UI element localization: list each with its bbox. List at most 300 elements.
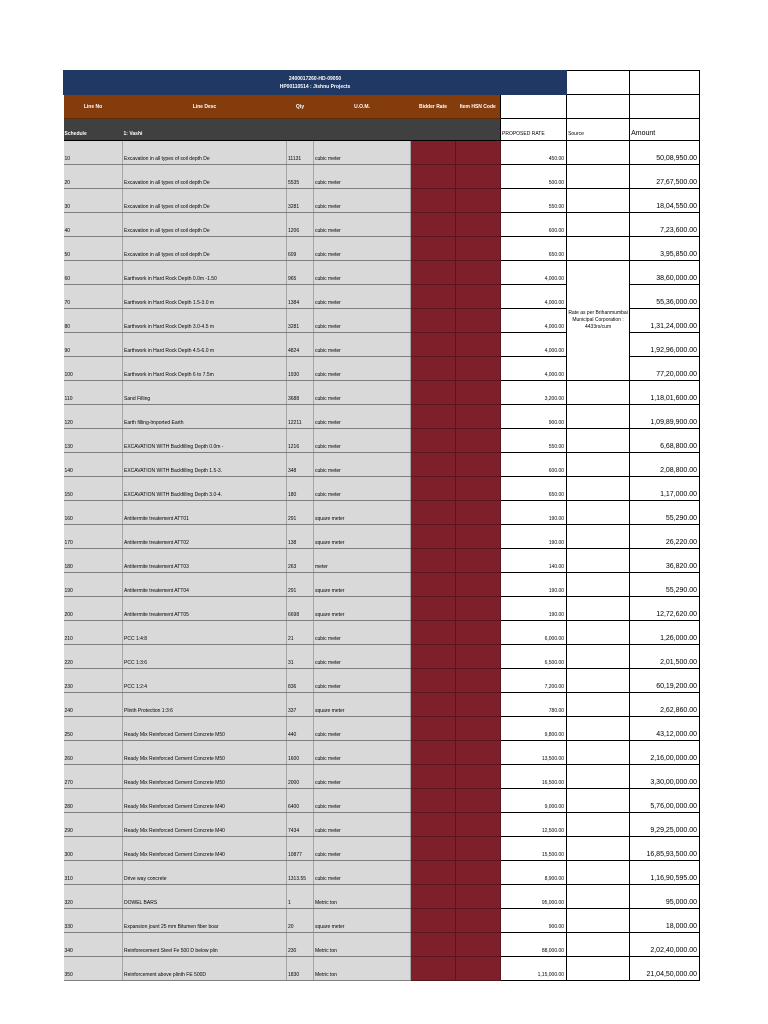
- uom-cell: Metric ton: [314, 957, 411, 981]
- item-hsn-code-cell: [456, 909, 501, 933]
- bidder-rate-cell: [411, 381, 456, 405]
- uom-cell: square meter: [314, 597, 411, 621]
- qty-cell: 836: [287, 669, 314, 693]
- item-hsn-code-cell: [456, 453, 501, 477]
- line-no-cell: 300: [64, 837, 123, 861]
- line-no-cell: 320: [64, 885, 123, 909]
- table-row: [64, 621, 700, 645]
- source-cell: [567, 813, 630, 837]
- line-desc-cell: Excavation in all types of soil depth De: [123, 237, 287, 261]
- item-hsn-code-cell: [456, 525, 501, 549]
- proposed-rate-cell: 900.00: [501, 405, 567, 429]
- line-desc-cell: Antitermite treatement ATT05: [123, 597, 287, 621]
- item-hsn-code-cell: [456, 213, 501, 237]
- table-row: [64, 693, 700, 717]
- proposed-rate-cell: 190.00: [501, 573, 567, 597]
- item-hsn-code-cell: [456, 861, 501, 885]
- bidder-rate-cell: [411, 645, 456, 669]
- bidder-rate-cell: [411, 813, 456, 837]
- proposed-rate-cell: 900.00: [501, 909, 567, 933]
- line-no-cell: 220: [64, 645, 123, 669]
- table-row: [64, 573, 700, 597]
- item-hsn-code-cell: [456, 165, 501, 189]
- bidder-rate-cell: [411, 189, 456, 213]
- uom-cell: cubic meter: [314, 453, 411, 477]
- proposed-rate-cell: 650.00: [501, 237, 567, 261]
- line-no-cell: 350: [64, 957, 123, 981]
- source-cell: [567, 165, 630, 189]
- amount-cell: 3,30,00,000.00: [630, 765, 700, 789]
- line-desc-cell: Reinforcement above plinth FE 500D: [123, 957, 287, 981]
- qty-cell: 1216: [287, 429, 314, 453]
- qty-cell: 31: [287, 645, 314, 669]
- table-row: [64, 813, 700, 837]
- qty-cell: 6698: [287, 597, 314, 621]
- uom-cell: cubic meter: [314, 165, 411, 189]
- line-desc-cell: Earth filling-Imported Earth: [123, 405, 287, 429]
- source-cell: [567, 381, 630, 405]
- bidder-rate-cell: [411, 429, 456, 453]
- item-hsn-code-cell: [456, 837, 501, 861]
- proposed-rate-cell: 4,000.00: [501, 333, 567, 357]
- source-cell: [567, 573, 630, 597]
- qty-cell: 263: [287, 549, 314, 573]
- line-desc-cell: Earthwork in Hard Rock Depth 1.5-3.0 m: [123, 285, 287, 309]
- line-no-cell: 170: [64, 525, 123, 549]
- schedule-label: Schedule: [64, 119, 123, 141]
- source-cell: [567, 141, 630, 165]
- schedule-name: 1: Vashi: [123, 119, 287, 141]
- line-no-cell: 290: [64, 813, 123, 837]
- blank-cell: [630, 95, 700, 119]
- amount-cell: 2,08,800.00: [630, 453, 700, 477]
- proposed-rate-cell: 780.00: [501, 693, 567, 717]
- table-row: [64, 525, 700, 549]
- proposed-rate-cell: 3,200.00: [501, 381, 567, 405]
- bidder-rate-cell: [411, 213, 456, 237]
- qty-cell: 1313.55: [287, 861, 314, 885]
- sheet-title: [64, 71, 567, 95]
- source-cell: [567, 885, 630, 909]
- proposed-rate-header: PROPOSED RATE: [501, 119, 567, 141]
- item-hsn-code-cell: [456, 645, 501, 669]
- line-desc-cell: EXCAVATION WITH Backfilling Depth 3.0-4.: [123, 477, 287, 501]
- qty-cell: 4824: [287, 333, 314, 357]
- proposed-rate-cell: 12,500.00: [501, 813, 567, 837]
- uom-cell: cubic meter: [314, 645, 411, 669]
- uom-cell: square meter: [314, 525, 411, 549]
- line-no-cell: 150: [64, 477, 123, 501]
- source-cell: [567, 933, 630, 957]
- qty-cell: 10877: [287, 837, 314, 861]
- source-cell: [567, 237, 630, 261]
- bidder-rate-cell: [411, 765, 456, 789]
- line-no-cell: 80: [64, 309, 123, 333]
- line-no-cell: 110: [64, 381, 123, 405]
- source-cell: [567, 693, 630, 717]
- line-desc-cell: Ready Mix Reinforced Cement Concrete M40: [123, 837, 287, 861]
- line-desc-cell: Antitermite treatement ATT03: [123, 549, 287, 573]
- amount-cell: 16,85,93,500.00: [630, 837, 700, 861]
- qty-cell: 1: [287, 885, 314, 909]
- qty-cell: 609: [287, 237, 314, 261]
- item-hsn-code-cell: [456, 501, 501, 525]
- amount-cell: 27,67,500.00: [630, 165, 700, 189]
- item-hsn-code-cell: [456, 141, 501, 165]
- column-header-row: [64, 95, 700, 119]
- source-cell: [567, 189, 630, 213]
- source-cell: [567, 909, 630, 933]
- qty-cell: 1930: [287, 357, 314, 381]
- source-cell: [567, 861, 630, 885]
- proposed-rate-cell: 500.00: [501, 165, 567, 189]
- proposed-rate-cell: 450.00: [501, 141, 567, 165]
- amount-cell: 18,000.00: [630, 909, 700, 933]
- line-no-cell: 140: [64, 453, 123, 477]
- bidder-rate-cell: [411, 693, 456, 717]
- line-no-cell: 40: [64, 213, 123, 237]
- uom-cell: cubic meter: [314, 837, 411, 861]
- line-desc-cell: Earthwork in Hard Rock Depth 3.0-4.5 m: [123, 309, 287, 333]
- amount-cell: 26,220.00: [630, 525, 700, 549]
- source-cell: [567, 405, 630, 429]
- source-note: Rate as per Brihanmumbai Municipal Corporation : 4433rs/cum: [567, 261, 630, 381]
- uom-cell: cubic meter: [314, 717, 411, 741]
- line-desc-cell: Sand Filling: [123, 381, 287, 405]
- line-no-cell: 50: [64, 237, 123, 261]
- table-row: [64, 405, 700, 429]
- blank-cell: [630, 71, 700, 95]
- item-hsn-code-cell: [456, 813, 501, 837]
- proposed-rate-cell: 190.00: [501, 597, 567, 621]
- bidder-rate-cell: [411, 333, 456, 357]
- table-row: [64, 597, 700, 621]
- line-desc-cell: Antitermite treatement ATT04: [123, 573, 287, 597]
- title-line-1: 2400017260-HD-09050: [288, 75, 342, 82]
- line-no-cell: 180: [64, 549, 123, 573]
- amount-cell: 95,000.00: [630, 885, 700, 909]
- uom-cell: cubic meter: [314, 309, 411, 333]
- qty-cell: 2000: [287, 765, 314, 789]
- bidder-rate-cell: [411, 477, 456, 501]
- uom-cell: cubic meter: [314, 357, 411, 381]
- source-cell: [567, 453, 630, 477]
- line-no-cell: 310: [64, 861, 123, 885]
- proposed-rate-cell: 600.00: [501, 213, 567, 237]
- uom-cell: cubic meter: [314, 765, 411, 789]
- amount-cell: 6,68,800.00: [630, 429, 700, 453]
- amount-cell: 36,820.00: [630, 549, 700, 573]
- line-no-cell: 340: [64, 933, 123, 957]
- line-desc-cell: Expansion jount 25 mm Bitumen fiber boar: [123, 909, 287, 933]
- line-desc-cell: Reinforecement Steel Fe 500 D below plin: [123, 933, 287, 957]
- source-cell: [567, 765, 630, 789]
- uom-cell: square meter: [314, 693, 411, 717]
- source-cell: [567, 429, 630, 453]
- amount-cell: 1,17,000.00: [630, 477, 700, 501]
- qty-cell: 180: [287, 477, 314, 501]
- table-row: [64, 453, 700, 477]
- bidder-rate-cell: [411, 525, 456, 549]
- table-row: [64, 669, 700, 693]
- table-row: [64, 213, 700, 237]
- item-hsn-code-cell: [456, 477, 501, 501]
- table-row: [64, 789, 700, 813]
- source-cell: [567, 645, 630, 669]
- line-no-cell: 30: [64, 189, 123, 213]
- bidder-rate-cell: [411, 621, 456, 645]
- source-cell: [567, 213, 630, 237]
- line-desc-cell: PCC 1:2:4: [123, 669, 287, 693]
- amount-cell: 1,18,01,600.00: [630, 381, 700, 405]
- source-cell: [567, 597, 630, 621]
- blank-cell: [567, 95, 630, 119]
- bidder-rate-cell: [411, 453, 456, 477]
- bidder-rate-cell: [411, 861, 456, 885]
- uom-cell: cubic meter: [314, 861, 411, 885]
- line-no-cell: 70: [64, 285, 123, 309]
- proposed-rate-cell: 190.00: [501, 525, 567, 549]
- item-hsn-code-cell: [456, 189, 501, 213]
- line-desc-cell: EXCAVATION WITH Backfilling Depth 1.5-3.: [123, 453, 287, 477]
- item-hsn-code-cell: [456, 573, 501, 597]
- uom-cell: cubic meter: [314, 333, 411, 357]
- proposed-rate-cell: 7,200.00: [501, 669, 567, 693]
- uom-cell: cubic meter: [314, 261, 411, 285]
- qty-cell: 3281: [287, 189, 314, 213]
- proposed-rate-cell: 6,500.00: [501, 645, 567, 669]
- bidder-rate-cell: [411, 789, 456, 813]
- item-hsn-code-cell: [456, 429, 501, 453]
- table-row: [64, 765, 700, 789]
- table-row: [64, 189, 700, 213]
- line-desc-cell: Ready Mix Reinforced Cement Concrete M50: [123, 765, 287, 789]
- proposed-rate-cell: 88,000.00: [501, 933, 567, 957]
- table-row: [64, 909, 700, 933]
- source-cell: [567, 621, 630, 645]
- item-hsn-code-cell: [456, 669, 501, 693]
- source-header: Source: [567, 119, 630, 141]
- qty-cell: 21: [287, 621, 314, 645]
- table-row: [64, 381, 700, 405]
- amount-cell: 1,92,96,000.00: [630, 333, 700, 357]
- qty-cell: 965: [287, 261, 314, 285]
- source-cell: [567, 549, 630, 573]
- uom-cell: cubic meter: [314, 621, 411, 645]
- item-hsn-code-cell: [456, 597, 501, 621]
- proposed-rate-cell: 140.00: [501, 549, 567, 573]
- bidder-rate-cell: [411, 261, 456, 285]
- line-no-cell: 90: [64, 333, 123, 357]
- uom-cell: cubic meter: [314, 141, 411, 165]
- uom-cell: cubic meter: [314, 669, 411, 693]
- uom-cell: square meter: [314, 909, 411, 933]
- qty-cell: 6400: [287, 789, 314, 813]
- item-hsn-code-cell: [456, 765, 501, 789]
- amount-cell: 38,60,000.00: [630, 261, 700, 285]
- amount-cell: 21,04,50,000.00: [630, 957, 700, 981]
- line-desc-cell: Drive way concrete: [123, 861, 287, 885]
- proposed-rate-cell: 190.00: [501, 501, 567, 525]
- bid-sheet: [63, 70, 699, 981]
- bid-table: [63, 70, 700, 981]
- line-no-cell: 230: [64, 669, 123, 693]
- amount-cell: 5,76,00,000.00: [630, 789, 700, 813]
- bidder-rate-cell: [411, 909, 456, 933]
- line-desc-cell: Excavation in all types of soil depth De: [123, 165, 287, 189]
- title-row: [64, 71, 700, 95]
- item-hsn-code-cell: [456, 309, 501, 333]
- line-desc-cell: Earthwork in Hard Rock Depth 0.0m -1.50: [123, 261, 287, 285]
- item-hsn-code-cell: [456, 549, 501, 573]
- bidder-rate-cell: [411, 357, 456, 381]
- bidder-rate-cell: [411, 309, 456, 333]
- line-desc-cell: Plinth Protection 1:3:6: [123, 693, 287, 717]
- bidder-rate-cell: [411, 933, 456, 957]
- qty-cell: 138: [287, 525, 314, 549]
- amount-cell: 1,09,89,900.00: [630, 405, 700, 429]
- qty-cell: 291: [287, 573, 314, 597]
- uom-cell: cubic meter: [314, 429, 411, 453]
- qty-cell: 1206: [287, 213, 314, 237]
- amount-cell: 77,20,000.00: [630, 357, 700, 381]
- line-no-cell: 240: [64, 693, 123, 717]
- table-row: [64, 429, 700, 453]
- title-line-2: HP00110514 : Jishnu Projects: [279, 83, 351, 90]
- bidder-rate-cell: [411, 141, 456, 165]
- line-no-cell: 270: [64, 765, 123, 789]
- source-cell: [567, 501, 630, 525]
- proposed-rate-cell: 16,500.00: [501, 765, 567, 789]
- proposed-rate-cell: 6,000.00: [501, 621, 567, 645]
- item-hsn-code-cell: [456, 789, 501, 813]
- proposed-rate-cell: 1,15,000.00: [501, 957, 567, 981]
- bidder-rate-cell: [411, 669, 456, 693]
- item-hsn-code-cell: [456, 717, 501, 741]
- qty-cell: 291: [287, 501, 314, 525]
- bidder-rate-cell: [411, 957, 456, 981]
- amount-cell: 55,36,000.00: [630, 285, 700, 309]
- uom-cell: cubic meter: [314, 285, 411, 309]
- blank-cell: [567, 71, 630, 95]
- line-no-cell: 20: [64, 165, 123, 189]
- item-hsn-code-cell: [456, 741, 501, 765]
- amount-cell: 1,26,000.00: [630, 621, 700, 645]
- source-cell: [567, 525, 630, 549]
- amount-cell: 12,72,620.00: [630, 597, 700, 621]
- item-hsn-code-cell: [456, 405, 501, 429]
- line-no-cell: 260: [64, 741, 123, 765]
- table-row: [64, 261, 700, 285]
- col-line-no: Line No: [64, 95, 123, 119]
- line-no-cell: 130: [64, 429, 123, 453]
- line-no-cell: 200: [64, 597, 123, 621]
- bidder-rate-cell: [411, 717, 456, 741]
- amount-cell: 3,95,850.00: [630, 237, 700, 261]
- item-hsn-code-cell: [456, 333, 501, 357]
- line-desc-cell: Excavation in all types of soil depth De: [123, 189, 287, 213]
- amount-cell: 18,04,550.00: [630, 189, 700, 213]
- item-hsn-code-cell: [456, 933, 501, 957]
- uom-cell: square meter: [314, 573, 411, 597]
- proposed-rate-cell: 4,000.00: [501, 261, 567, 285]
- table-row: [64, 957, 700, 981]
- amount-cell: 2,16,00,000.00: [630, 741, 700, 765]
- uom-cell: meter: [314, 549, 411, 573]
- line-no-cell: 330: [64, 909, 123, 933]
- qty-cell: 440: [287, 717, 314, 741]
- line-no-cell: 250: [64, 717, 123, 741]
- line-no-cell: 60: [64, 261, 123, 285]
- line-desc-cell: Antitermite treatement ATT01: [123, 501, 287, 525]
- amount-cell: 43,12,000.00: [630, 717, 700, 741]
- qty-cell: 7434: [287, 813, 314, 837]
- line-no-cell: 100: [64, 357, 123, 381]
- amount-cell: 60,19,200.00: [630, 669, 700, 693]
- table-row: [64, 717, 700, 741]
- qty-cell: 20: [287, 909, 314, 933]
- amount-header: Amount: [630, 119, 700, 141]
- source-cell: [567, 477, 630, 501]
- proposed-rate-cell: 4,000.00: [501, 357, 567, 381]
- line-no-cell: 190: [64, 573, 123, 597]
- qty-cell: 1830: [287, 957, 314, 981]
- proposed-rate-cell: 4,000.00: [501, 309, 567, 333]
- item-hsn-code-cell: [456, 357, 501, 381]
- uom-cell: cubic meter: [314, 405, 411, 429]
- bidder-rate-cell: [411, 405, 456, 429]
- item-hsn-code-cell: [456, 885, 501, 909]
- bidder-rate-cell: [411, 501, 456, 525]
- blank-cell: [501, 95, 567, 119]
- uom-cell: Metric ton: [314, 885, 411, 909]
- line-desc-cell: Ready Mix Reinforced Cement Concrete M40: [123, 813, 287, 837]
- qty-cell: 348: [287, 453, 314, 477]
- source-cell: [567, 741, 630, 765]
- item-hsn-code-cell: [456, 261, 501, 285]
- proposed-rate-cell: 13,500.00: [501, 741, 567, 765]
- proposed-rate-cell: 600.00: [501, 453, 567, 477]
- proposed-rate-cell: 95,000.00: [501, 885, 567, 909]
- uom-cell: cubic meter: [314, 381, 411, 405]
- line-desc-cell: Excavation in all types of soil depth De: [123, 213, 287, 237]
- qty-cell: 12211: [287, 405, 314, 429]
- item-hsn-code-cell: [456, 621, 501, 645]
- line-desc-cell: Excavation in all types of soil depth De: [123, 141, 287, 165]
- amount-cell: 55,290.00: [630, 573, 700, 597]
- qty-cell: 3688: [287, 381, 314, 405]
- schedule-row: [64, 119, 700, 141]
- col-qty: Qty: [287, 95, 314, 119]
- qty-cell: 230: [287, 933, 314, 957]
- uom-cell: cubic meter: [314, 477, 411, 501]
- source-cell: [567, 789, 630, 813]
- amount-cell: 9,29,25,000.00: [630, 813, 700, 837]
- line-desc-cell: DOWEL BARS: [123, 885, 287, 909]
- uom-cell: square meter: [314, 501, 411, 525]
- line-desc-cell: Earthwork in Hard Rock Depth 4.5-6.0 m: [123, 333, 287, 357]
- line-desc-cell: PCC 1:3:6: [123, 645, 287, 669]
- table-row: [64, 645, 700, 669]
- line-desc-cell: Ready Mix Reinforced Cement Concrete M50: [123, 717, 287, 741]
- bidder-rate-cell: [411, 885, 456, 909]
- col-uom: U.O.M.: [314, 95, 411, 119]
- proposed-rate-cell: 4,000.00: [501, 285, 567, 309]
- table-row: [64, 741, 700, 765]
- line-no-cell: 280: [64, 789, 123, 813]
- source-cell: [567, 717, 630, 741]
- line-desc-cell: EXCAVATION WITH Backfilling Depth 0.0m -: [123, 429, 287, 453]
